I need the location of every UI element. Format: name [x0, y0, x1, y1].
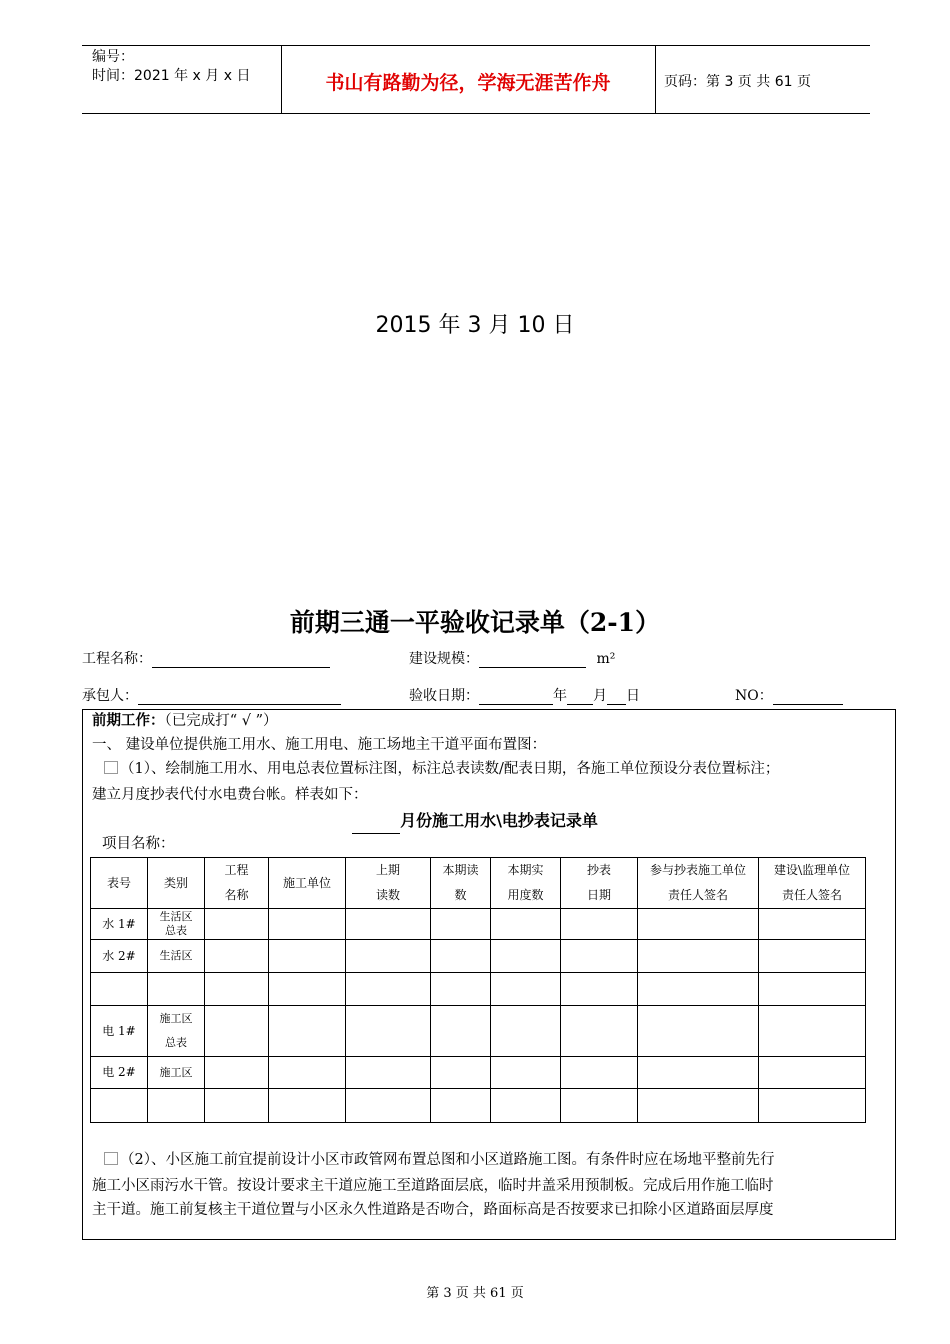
table-cell[interactable] [205, 909, 269, 940]
meter-number-cell[interactable] [91, 973, 148, 1006]
meter-type-text: 生活区 [159, 910, 193, 923]
table-header-text: 用度数 [507, 888, 544, 902]
table-cell[interactable] [269, 909, 346, 940]
table-row [91, 1089, 866, 1123]
table-header-cell [431, 858, 491, 909]
cover-date: 2015 年 3 月 10 日 [375, 313, 575, 338]
table-header-cell [561, 858, 638, 909]
scale-label: 建设规模： [409, 651, 479, 667]
contractor-label: 承包人： [82, 688, 138, 704]
table-header-text: 名称 [224, 888, 249, 902]
table-cell[interactable] [269, 1089, 346, 1123]
table-header-text: 责任人签名 [667, 888, 728, 902]
form-title: 前期三通一平验收记录单（2-1） [289, 608, 661, 637]
table-cell[interactable] [561, 1089, 638, 1123]
project-name-field [82, 650, 330, 668]
table-header-text: 抄表 [586, 863, 611, 877]
sub1-line1 [104, 756, 779, 783]
table-cell[interactable] [205, 1089, 269, 1123]
table-header-text: 责任人签名 [781, 888, 842, 902]
table-header-cell [91, 858, 148, 909]
document-number-label: 编号： [92, 49, 134, 65]
sub1-text: （1）、绘制施工用水、用电总表位置标注图，标注总表读数/配表日期，各施工单位预设分表位置标注； [120, 761, 780, 777]
meter-type-cell[interactable] [148, 1006, 205, 1057]
table-cell[interactable] [346, 940, 431, 973]
meter-type-cell[interactable] [148, 909, 205, 940]
document-time-label: 时间：2021 年 x 月 x 日 [92, 68, 251, 84]
table-cell[interactable] [638, 1057, 759, 1089]
table-cell[interactable] [491, 940, 561, 973]
day-label: 日 [626, 688, 640, 704]
accept-date-field [409, 687, 640, 705]
table-header-text: 建设\监理单位 [773, 863, 851, 877]
header-top-rule [82, 45, 870, 46]
table-header-cell [205, 858, 269, 909]
table-cell[interactable] [561, 940, 638, 973]
sub2-line2: 施工小区雨污水干管。按设计要求主干道应施工至道路面层底，临时井盖采用预制板。完成后用作施工临时 [92, 1178, 774, 1194]
meter-type-cell[interactable] [148, 973, 205, 1006]
scale-blank[interactable] [479, 652, 586, 668]
table-cell[interactable] [638, 909, 759, 940]
contractor-blank[interactable] [138, 689, 341, 705]
meter-type-cell[interactable] [148, 1089, 205, 1123]
header-motto: 书山有路勤为径，学海无涯苦作舟 [325, 72, 611, 94]
sub2-line3: 主干道。施工前复核主干道位置与小区永久性道路是否吻合，路面标高是否按要求已扣除小区道路面层厚度 [92, 1202, 774, 1218]
table-cell[interactable] [759, 1089, 866, 1123]
table-row [91, 1057, 866, 1089]
table-header-text: 读数 [375, 888, 400, 902]
table-cell[interactable] [759, 1057, 866, 1089]
table-header-row [91, 858, 866, 909]
table-header-cell [346, 858, 431, 909]
table-row [91, 940, 866, 973]
header-page-info: 页码：第 3 页 共 61 页 [664, 74, 811, 90]
table-cell[interactable] [759, 973, 866, 1006]
meter-type-text: 生活区 [159, 949, 193, 962]
table-cell[interactable] [759, 909, 866, 940]
meter-record-table [90, 857, 866, 1123]
table-cell[interactable] [346, 1057, 431, 1089]
table-cell[interactable] [491, 1006, 561, 1057]
table-header-text: 参与抄表施工单位 [649, 863, 746, 877]
contractor-field [82, 687, 341, 705]
table-cell[interactable] [638, 973, 759, 1006]
table-cell[interactable] [491, 973, 561, 1006]
table-cell[interactable] [205, 940, 269, 973]
table-cell[interactable] [205, 973, 269, 1006]
prework-line [92, 707, 278, 735]
accept-month-blank[interactable] [567, 689, 593, 705]
table-cell[interactable] [638, 1089, 759, 1123]
page-footer: 第 3 页 共 61 页 [426, 1286, 524, 1301]
table-header-text: 本期实 [507, 863, 544, 877]
table-cell[interactable] [759, 1006, 866, 1057]
table-cell[interactable] [431, 909, 491, 940]
table-header-cell [759, 858, 866, 909]
table-cell[interactable] [491, 1057, 561, 1089]
meter-type-text: 总表 [165, 1036, 187, 1049]
checkbox-sub1[interactable] [104, 761, 118, 774]
table-row [91, 909, 866, 940]
table-cell[interactable] [491, 1089, 561, 1123]
no-label: NO： [735, 688, 773, 704]
project-item-label: 项目名称： [102, 836, 175, 852]
table-header-cell [148, 858, 205, 909]
checkbox-sub2[interactable] [104, 1152, 118, 1165]
table-header-cell [269, 858, 346, 909]
month-label: 月 [593, 688, 607, 704]
table-header-cell [491, 858, 561, 909]
item1-text: 一、 建设单位提供施工用水、施工用电、施工场地主干道平面布置图： [92, 737, 547, 753]
table-cell[interactable] [346, 1006, 431, 1057]
year-label: 年 [553, 688, 567, 704]
table-cell[interactable] [269, 973, 346, 1006]
no-field [735, 687, 843, 705]
table-header-text: 本期读 [442, 863, 479, 877]
table-cell[interactable] [269, 940, 346, 973]
meter-number-cell[interactable] [91, 1089, 148, 1123]
table-cell[interactable] [346, 973, 431, 1006]
table-cell[interactable] [269, 1057, 346, 1089]
header-bottom-rule [82, 113, 870, 114]
table-cell[interactable] [431, 1089, 491, 1123]
table-header-text: 日期 [586, 888, 611, 902]
meter-number-cell[interactable]: 电 2# [91, 1057, 148, 1089]
meter-type-cell[interactable] [148, 940, 205, 973]
meter-type-text: 总表 [165, 924, 187, 937]
table-row [91, 1006, 866, 1057]
prework-note: （已完成打“ √ ”） [164, 713, 278, 729]
project-name-blank[interactable] [152, 652, 330, 668]
table-cell[interactable] [561, 1006, 638, 1057]
table-cell[interactable] [431, 940, 491, 973]
header-divider [655, 45, 656, 113]
scale-unit: m² [596, 651, 616, 667]
table-header-cell [638, 858, 759, 909]
table-cell[interactable] [346, 909, 431, 940]
table-cell[interactable] [561, 973, 638, 1006]
table-header-text: 上期 [375, 863, 400, 877]
no-blank[interactable] [773, 689, 843, 705]
table-cell[interactable] [491, 909, 561, 940]
table-cell[interactable] [759, 940, 866, 973]
meter-type-text: 施工区 [159, 1065, 193, 1079]
sub2-line1 [104, 1147, 774, 1174]
accept-day-blank[interactable] [607, 689, 626, 705]
table-cell[interactable] [638, 1006, 759, 1057]
table-cell[interactable] [205, 1057, 269, 1089]
sub1-line2: 建立月度抄表代付水电费台帐。样表如下： [92, 787, 368, 803]
sample-title: 月份施工用水\电抄表记录单 [400, 811, 598, 830]
meter-type-cell[interactable] [148, 1057, 205, 1089]
meter-number-cell[interactable]: 水 1# [91, 909, 148, 940]
table-cell[interactable] [561, 1057, 638, 1089]
table-header-text: 工程 [224, 863, 249, 877]
meter-type-text: 施工区 [159, 1012, 193, 1025]
table-header-text: 数 [454, 888, 467, 902]
meter-number-cell[interactable]: 水 2# [91, 940, 148, 973]
table-cell[interactable] [431, 1006, 491, 1057]
table-header-text: 施工单位 [282, 875, 331, 890]
prework-label: 前期工作： [92, 712, 165, 729]
table-header-text: 表号 [106, 875, 131, 890]
accept-year-blank[interactable] [479, 689, 553, 705]
accept-date-label: 验收日期： [409, 688, 479, 704]
table-cell[interactable] [269, 1006, 346, 1057]
scale-field [409, 650, 615, 668]
table-cell[interactable] [431, 1057, 491, 1089]
sub2-text: （2）、小区施工前宜提前设计小区市政管网布置总图和小区道路施工图。有条件时应在场地平整前先行 [120, 1152, 775, 1168]
table-cell[interactable] [561, 909, 638, 940]
meter-number-cell[interactable]: 电 1# [91, 1006, 148, 1057]
project-name-label: 工程名称： [82, 651, 152, 667]
table-cell[interactable] [638, 940, 759, 973]
table-header-text: 类别 [163, 875, 188, 890]
table-cell[interactable] [346, 1089, 431, 1123]
table-cell[interactable] [205, 1006, 269, 1057]
table-cell[interactable] [431, 973, 491, 1006]
sample-title-line [0, 807, 950, 834]
table-row [91, 973, 866, 1006]
month-blank[interactable] [352, 815, 400, 834]
